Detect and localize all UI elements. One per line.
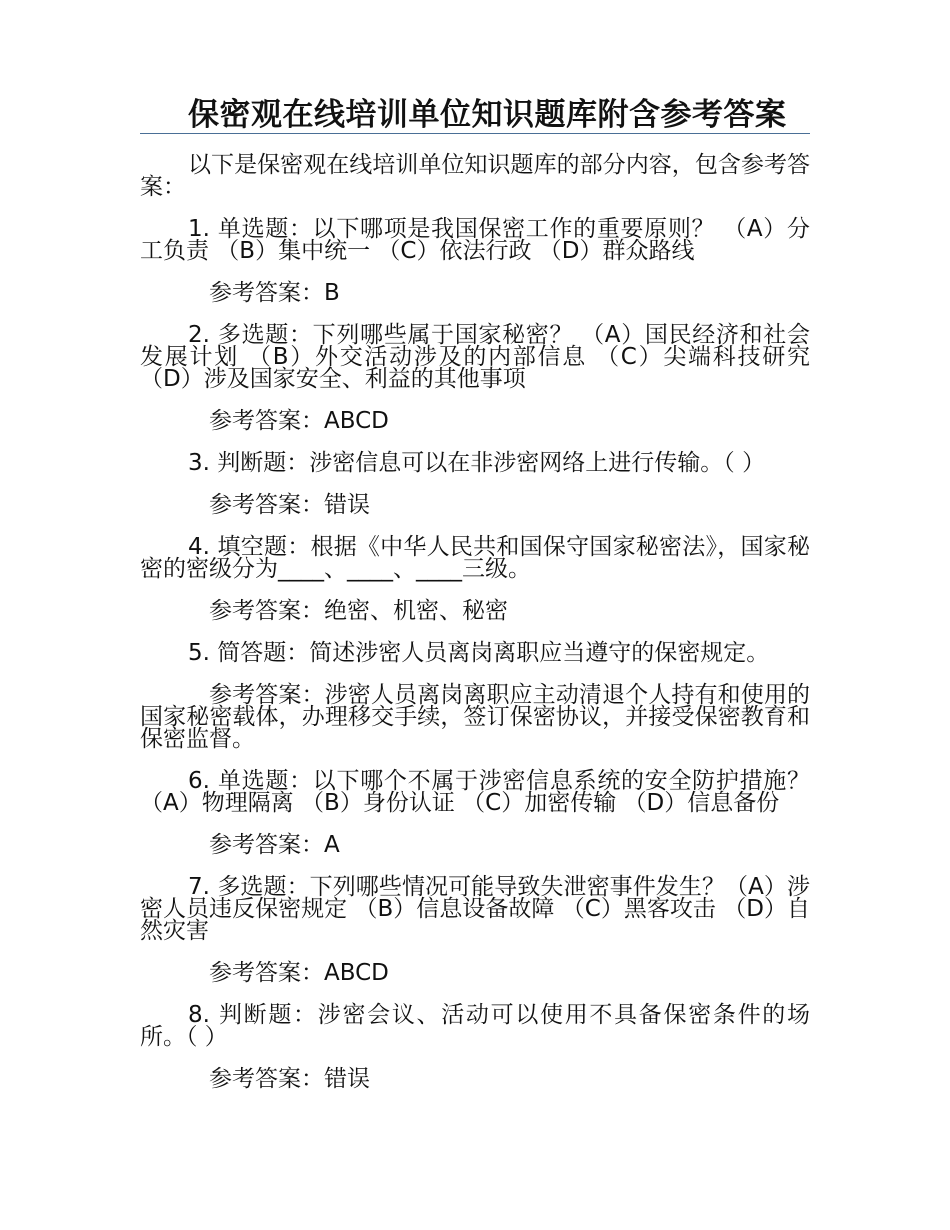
question-6: 6. 单选题：以下哪个不属于涉密信息系统的安全防护措施？ （A）物理隔离 （B）身份认证 （C）加密传输 （D）信息备份 bbox=[140, 768, 810, 816]
answer-1: 参考答案：B bbox=[209, 280, 340, 306]
answer-4: 参考答案：绝密、机密、秘密 bbox=[209, 598, 508, 624]
answer-8: 参考答案：错误 bbox=[209, 1066, 370, 1092]
intro-paragraph: 以下是保密观在线培训单位知识题库的部分内容，包含参考答案： bbox=[140, 152, 810, 200]
question-8: 8. 判断题：涉密会议、活动可以使用不具备保密条件的场所。（ ） bbox=[140, 1002, 810, 1050]
answer-7: 参考答案：ABCD bbox=[209, 960, 389, 986]
document-page bbox=[140, 97, 810, 1092]
question-5: 5. 简答题：简述涉密人员离岗离职应当遵守的保密规定。 bbox=[188, 640, 770, 666]
answer-2: 参考答案：ABCD bbox=[209, 408, 389, 434]
answer-5: 参考答案：涉密人员离岗离职应主动清退个人持有和使用的国家秘密载体，办理移交手续，签订保密协议，并接受保密教育和保密监督。 bbox=[140, 682, 810, 752]
question-7: 7. 多选题：下列哪些情况可能导致失泄密事件发生？（A）涉密人员违反保密规定 （B）信息设备故障 （C）黑客攻击 （D）自然灾害 bbox=[140, 874, 810, 944]
answer-3: 参考答案：错误 bbox=[209, 492, 370, 518]
question-1: 1. 单选题：以下哪项是我国保密工作的重要原则？ （A）分工负责 （B）集中统一 （C）依法行政 （D）群众路线 bbox=[140, 216, 810, 264]
question-4: 4. 填空题：根据《中华人民共和国保守国家秘密法》，国家秘密的密级分为____、____、____三级。 bbox=[140, 534, 810, 582]
title-divider bbox=[140, 133, 810, 134]
question-3: 3. 判断题：涉密信息可以在非涉密网络上进行传输。（ ） bbox=[188, 450, 766, 476]
document-title: 保密观在线培训单位知识题库附含参考答案 bbox=[188, 97, 787, 133]
question-2: 2. 多选题：下列哪些属于国家秘密？ （A）国民经济和社会发展计划 （B）外交活动涉及的内部信息 （C）尖端科技研究 （D）涉及国家安全、利益的其他事项 bbox=[140, 322, 810, 392]
answer-6: 参考答案：A bbox=[209, 832, 340, 858]
